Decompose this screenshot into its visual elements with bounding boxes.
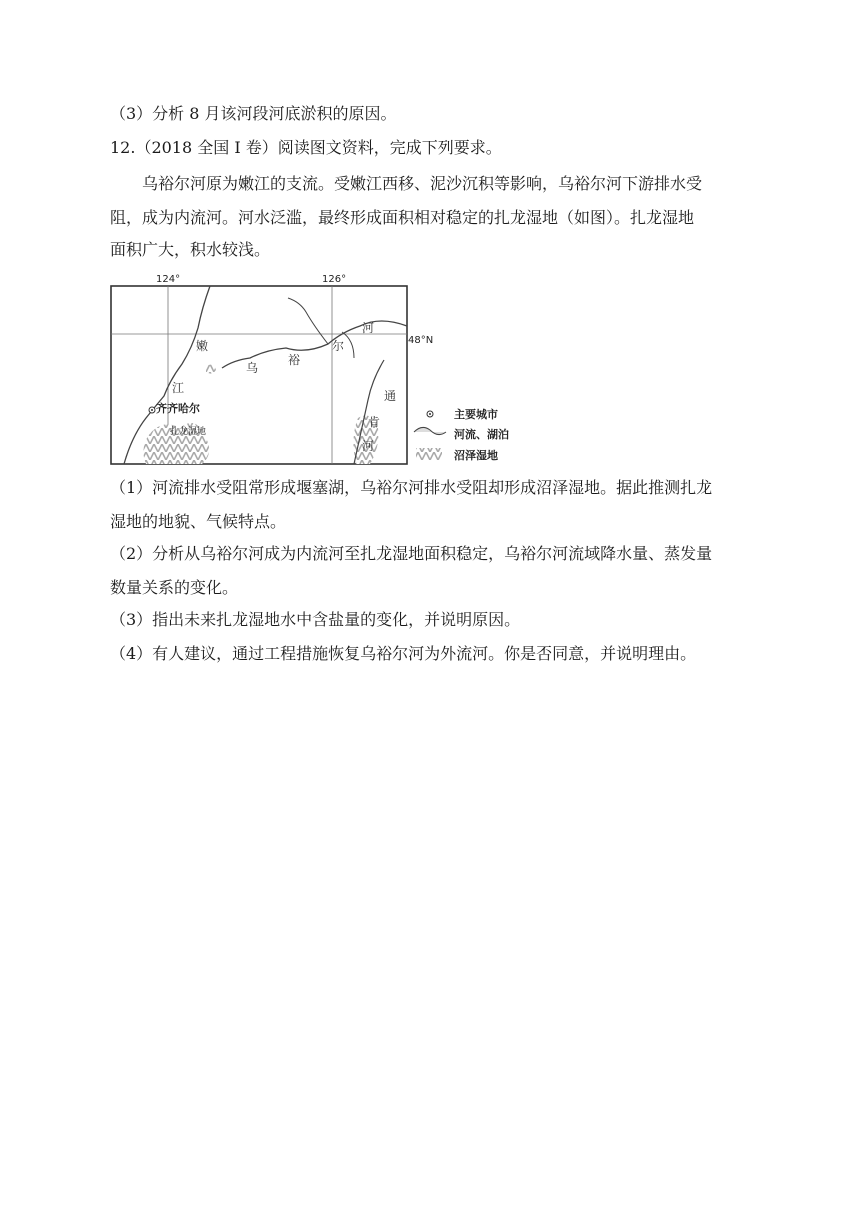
question-11-3: （3）分析 8 月该河段河底淤积的原因。	[110, 104, 397, 123]
subquestion-3: （3）指出未来扎龙湿地水中含盐量的变化，并说明原因。	[110, 610, 521, 629]
legend-river-lake-icon	[414, 427, 446, 434]
wu-label: 乌	[246, 361, 259, 375]
subquestion-4: （4）有人建议，通过工程措施恢复乌裕尔河为外流河。你是否同意，并说明理由。	[110, 644, 697, 663]
legend-marsh-label: 沼泽湿地	[454, 449, 498, 462]
ken-label: 肯	[368, 415, 381, 429]
he2-label: 河	[362, 439, 375, 453]
longitude-126-label: 126°	[322, 274, 347, 285]
map-legend	[414, 407, 509, 462]
zhalong-wetland-label: 扎龙湿地	[170, 427, 207, 437]
legend-city-label: 主要城市	[454, 408, 498, 421]
legend-river-label: 河流、湖泊	[454, 428, 509, 441]
er-label: 尔	[332, 339, 345, 353]
qiqihar-label: 齐齐哈尔	[156, 402, 200, 415]
tong-label: 通	[384, 389, 397, 403]
zhalong-wetland-map	[110, 268, 530, 466]
subquestion-1-line-1: （1）河流排水受阻常形成堰塞湖，乌裕尔河排水受阻却形成沼泽湿地。据此推测扎龙	[110, 478, 713, 497]
question-12-heading: 12.（2018 全国 I 卷）阅读图文资料，完成下列要求。	[110, 138, 502, 157]
yu-label: 裕	[288, 353, 301, 367]
subquestion-2-line-2: 数量关系的变化。	[110, 578, 239, 597]
nen-label: 嫩	[196, 339, 209, 353]
subquestion-2-line-1: （2）分析从乌裕尔河成为内流河至扎龙湿地面积稳定，乌裕尔河流域降水量、蒸发量	[110, 544, 713, 563]
material-paragraph-line-2: 阻，成为内流河。河水泛滥，最终形成面积相对稳定的扎龙湿地（如图）。扎龙湿地	[110, 208, 695, 227]
jiang-label: 江	[172, 381, 185, 395]
material-paragraph-line-1: 乌裕尔河原为嫩江的支流。受嫩江西移、泥沙沉积等影响，乌裕尔河下游排水受	[142, 174, 703, 193]
legend-marsh-icon	[416, 448, 442, 460]
latitude-48-label: 48°N	[408, 335, 434, 346]
subquestion-1-line-2: 湿地的地貌、气候特点。	[110, 512, 287, 531]
he-label: 河	[362, 321, 375, 335]
longitude-124-label: 124°	[156, 274, 181, 285]
material-paragraph-line-3: 面积广大，积水较浅。	[110, 240, 271, 259]
